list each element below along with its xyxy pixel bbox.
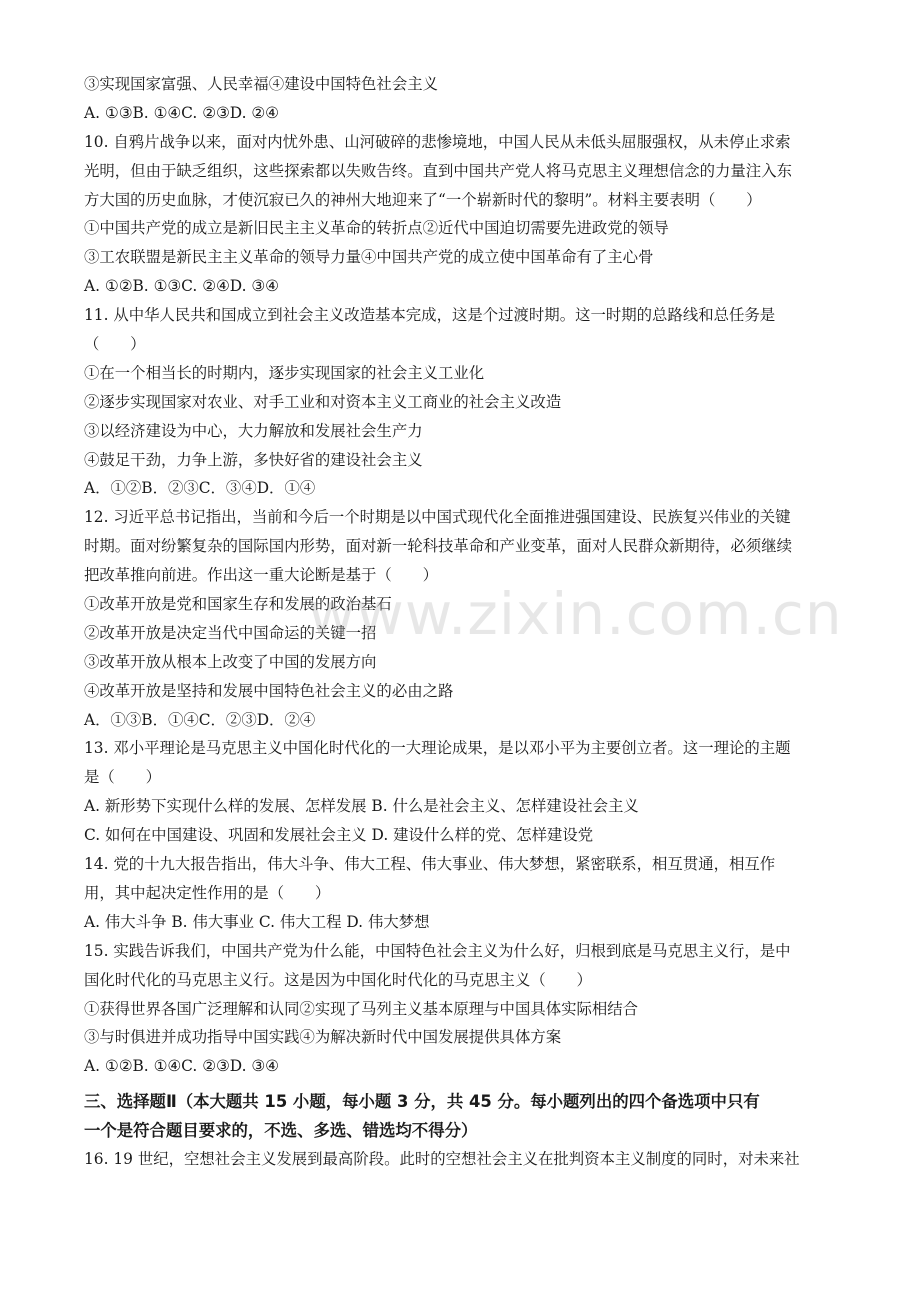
section-heading: 三、选择题Ⅱ（本大题共 15 小题，每小题 3 分，共 45 分。每小题列出的四个备选项中只有 [84, 1092, 760, 1112]
answer-choices: A. ①②B. ①④C. ②③D. ③④ [84, 1057, 279, 1076]
question-13-text: 13. 邓小平理论是马克思主义中国化时代化的一大理论成果，是以邓小平为主要创立者。这一理论的主题 [84, 739, 791, 758]
question-15-text: 15. 实践告诉我们，中国共产党为什么能，中国特色社会主义为什么好，归根到底是马克思主义行，是中 [84, 941, 791, 960]
question-12-text: 把改革推向前进。作出这一重大论断是基于（ ） [84, 566, 438, 585]
question-11-text: 11. 从中华人民共和国成立到社会主义改造基本完成，这是个过渡时期。这一时期的总路线和总任务是 [84, 306, 776, 325]
question-11-text: （ ） [84, 335, 146, 354]
question-12-text: 时期。面对纷繁复杂的国际国内形势，面对新一轮科技革命和产业变革，面对人民群众新期待，必须继续 [84, 537, 792, 556]
option-line: ③工农联盟是新民主主义革命的领导力量④中国共产党的成立使中国革命有了主心骨 [84, 248, 654, 267]
question-15-text: 国化时代化的马克思主义行。这是因为中国化时代化的马克思主义（ ） [84, 970, 592, 989]
option-line: ①中国共产党的成立是新旧民主主义革命的转折点②近代中国迫切需要先进政党的领导 [84, 219, 669, 238]
answer-choices: A．①②B．②③C．③④D．①④ [84, 479, 316, 498]
option-line: ②改革开放是决定当代中国命运的关键一招 [84, 623, 377, 642]
question-10-text: 方大国的历史血脉，才使沉寂已久的神州大地迎来了“一个崭新时代的黎明”。材料主要表明（ ） [84, 190, 762, 209]
question-14-text: 14. 党的十九大报告指出，伟大斗争、伟大工程、伟大事业、伟大梦想，紧密联系，相互贯通，相互作 [84, 855, 776, 874]
option-line: ④改革开放是坚持和发展中国特色社会主义的必由之路 [84, 681, 454, 700]
option-line: ①获得世界各国广泛理解和认同②实现了马列主义基本原理与中国具体实际相结合 [84, 999, 639, 1018]
answer-choices: A. 伟大斗争 B. 伟大事业 C. 伟大工程 D. 伟大梦想 [84, 912, 430, 931]
question-16-text: 16. 19 世纪，空想社会主义发展到最高阶段。此时的空想社会主义在批判资本主义制度的同时，对未来社 [84, 1150, 800, 1169]
document-page [84, 70, 836, 1174]
option-line: ①改革开放是党和国家生存和发展的政治基石 [84, 595, 392, 614]
question-10-text: 光明，但由于缺乏组织，这些探索都以失败告终。直到中国共产党人将马克思主义理想信念的力量注入东 [84, 161, 792, 180]
option-line: ①在一个相当长的时期内，逐步实现国家的社会主义工业化 [84, 363, 485, 382]
watermark: www.zixin.com.cn [308, 580, 843, 648]
option-line: ③改革开放从根本上改变了中国的发展方向 [84, 652, 377, 671]
answer-choices: A. ①③B. ①④C. ②③D. ②④ [84, 103, 279, 122]
answer-choices: C. 如何在中国建设、巩固和发展社会主义 D. 建设什么样的党、怎样建设党 [84, 826, 594, 845]
question-13-text: 是（ ） [84, 768, 161, 787]
option-line: ③实现国家富强、人民幸福④建设中国特色社会主义 [84, 75, 438, 93]
answer-choices: A. 新形势下实现什么样的发展、怎样发展 B. 什么是社会主义、怎样建设社会主义 [84, 797, 639, 816]
section-heading: 一个是符合题目要求的，不选、多选、错选均不得分） [84, 1121, 478, 1141]
option-line: ④鼓足干劲，力争上游，多快好省的建设社会主义 [84, 450, 423, 469]
answer-choices: A. ①②B. ①③C. ②④D. ③④ [84, 277, 279, 296]
question-14-text: 用，其中起决定性作用的是（ ） [84, 883, 331, 902]
question-12-text: 12. 习近平总书记指出，当前和今后一个时期是以中国式现代化全面推进强国建设、民族复兴伟业的关键 [84, 508, 791, 527]
option-line: ③与时俱进并成功指导中国实践④为解决新时代中国发展提供具体方案 [84, 1028, 562, 1047]
option-line: ②逐步实现国家对农业、对手工业和对资本主义工商业的社会主义改造 [84, 392, 562, 411]
option-line: ③以经济建设为中心，大力解放和发展社会生产力 [84, 421, 423, 440]
question-10-text: 10. 自鸦片战争以来，面对内忧外患、山河破碎的悲惨境地，中国人民从未低头屈服强权，从未停止求索 [84, 132, 791, 151]
answer-choices: A．①③B．①④C．②③D．②④ [84, 710, 316, 729]
